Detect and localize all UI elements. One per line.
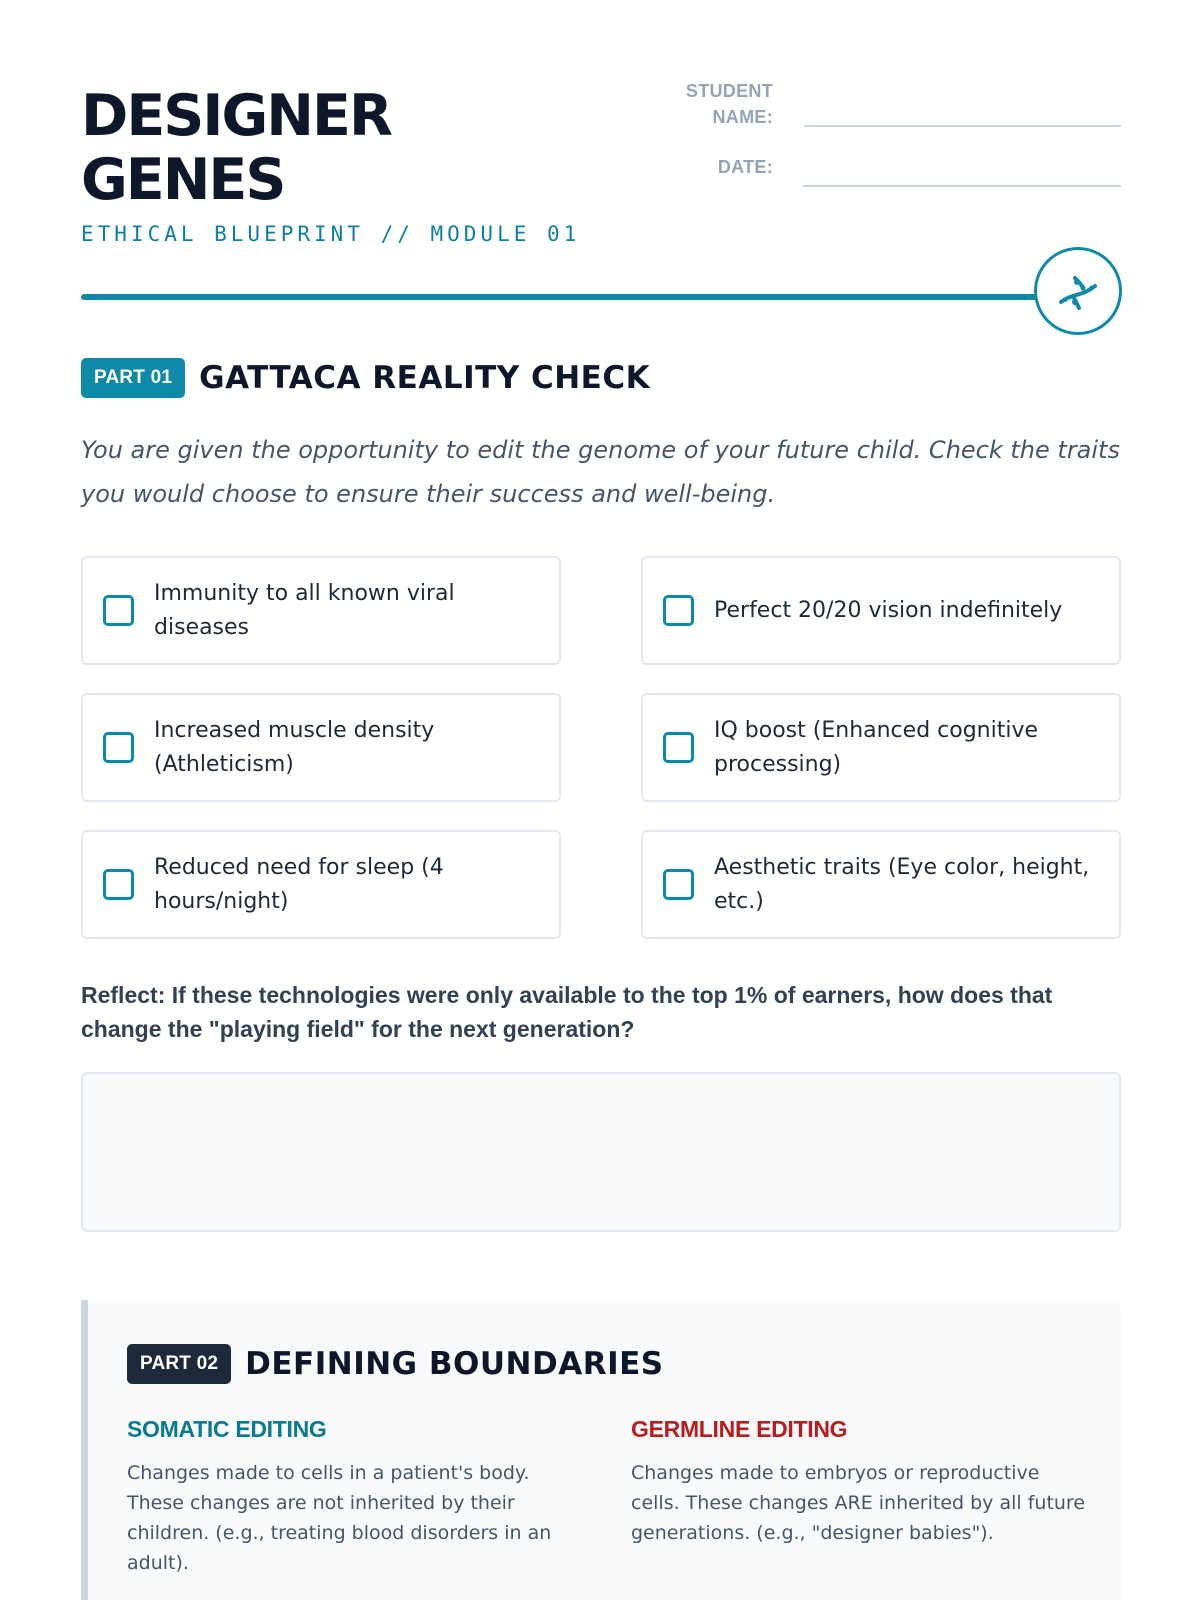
student-name-label bbox=[653, 78, 773, 130]
trait-label: Reduced need for sleep (4 hours/night) bbox=[154, 854, 444, 914]
trait-option[interactable] bbox=[641, 830, 1121, 939]
trait-label: Increased muscle density (Athleticism) bbox=[154, 717, 435, 777]
dna-badge bbox=[1034, 247, 1122, 335]
trait-checkbox[interactable] bbox=[103, 595, 134, 626]
germline-editing-column bbox=[631, 1414, 1091, 1548]
trait-checkbox[interactable] bbox=[103, 732, 134, 763]
student-name-label-line-2: NAME: bbox=[712, 107, 773, 127]
trait-label: IQ boost (Enhanced cognitive processing) bbox=[714, 717, 1039, 777]
trait-option[interactable] bbox=[81, 693, 561, 802]
worksheet-header bbox=[81, 0, 1121, 340]
part-02-heading bbox=[127, 1344, 664, 1384]
page-title bbox=[81, 84, 391, 212]
somatic-editing-column bbox=[127, 1414, 567, 1578]
reflect-prompt: Reflect: If these technologies were only available to the top 1% of earners, how does that change the "playing field" for the next generation? bbox=[81, 982, 1053, 1042]
trait-checkbox[interactable] bbox=[663, 732, 694, 763]
header-divider bbox=[81, 294, 1041, 300]
germline-editing-title: GERMLINE EDITING bbox=[631, 1416, 848, 1442]
part-01-heading bbox=[81, 358, 650, 398]
trait-checklist bbox=[81, 556, 1121, 939]
title-line-1: DESIGNER bbox=[81, 83, 391, 149]
student-name-label-line-1: STUDENT bbox=[685, 81, 773, 101]
part-01-title: GATTACA REALITY CHECK bbox=[199, 360, 651, 396]
somatic-editing-text: Changes made to cells in a patient's body. These changes are not inherited by their children. (e.g., treating blood disorders in an adult). bbox=[127, 1462, 552, 1574]
date-label: DATE: bbox=[717, 157, 773, 177]
part-01-instructions: You are given the opportunity to edit the genome of your future child. Check the traits you would choose to ensure their success and well-being. bbox=[81, 436, 1120, 508]
worksheet-page bbox=[81, 0, 1121, 1574]
part-01-tag: PART 01 bbox=[81, 358, 185, 398]
dna-icon bbox=[1053, 266, 1103, 316]
trait-checkbox[interactable] bbox=[663, 869, 694, 900]
reflect-answer-field[interactable] bbox=[81, 1072, 1121, 1232]
trait-checkbox[interactable] bbox=[663, 595, 694, 626]
trait-label: Immunity to all known viral diseases bbox=[154, 580, 455, 640]
part-02-tag: PART 02 bbox=[127, 1344, 231, 1384]
trait-option[interactable] bbox=[81, 556, 561, 665]
trait-option[interactable] bbox=[81, 830, 561, 939]
part-02-title: DEFINING BOUNDARIES bbox=[245, 1346, 664, 1382]
trait-option[interactable] bbox=[641, 556, 1121, 665]
title-line-2: GENES bbox=[81, 147, 285, 213]
trait-option[interactable] bbox=[641, 693, 1121, 802]
trait-checkbox[interactable] bbox=[103, 869, 134, 900]
trait-label: Aesthetic traits (Eye color, height, etc.) bbox=[714, 854, 1090, 914]
student-name-field[interactable] bbox=[804, 125, 1121, 127]
germline-editing-text: Changes made to embryos or reproductive cells. These changes ARE inherited by all future generations. (e.g., "designer babies"). bbox=[631, 1462, 1086, 1544]
somatic-editing-title: SOMATIC EDITING bbox=[127, 1416, 327, 1442]
date-field[interactable] bbox=[803, 185, 1121, 187]
part-02-panel bbox=[81, 1300, 1121, 1600]
page-subtitle: ETHICAL BLUEPRINT // MODULE 01 bbox=[81, 222, 581, 246]
trait-label: Perfect 20/20 vision indefinitely bbox=[714, 597, 1063, 623]
